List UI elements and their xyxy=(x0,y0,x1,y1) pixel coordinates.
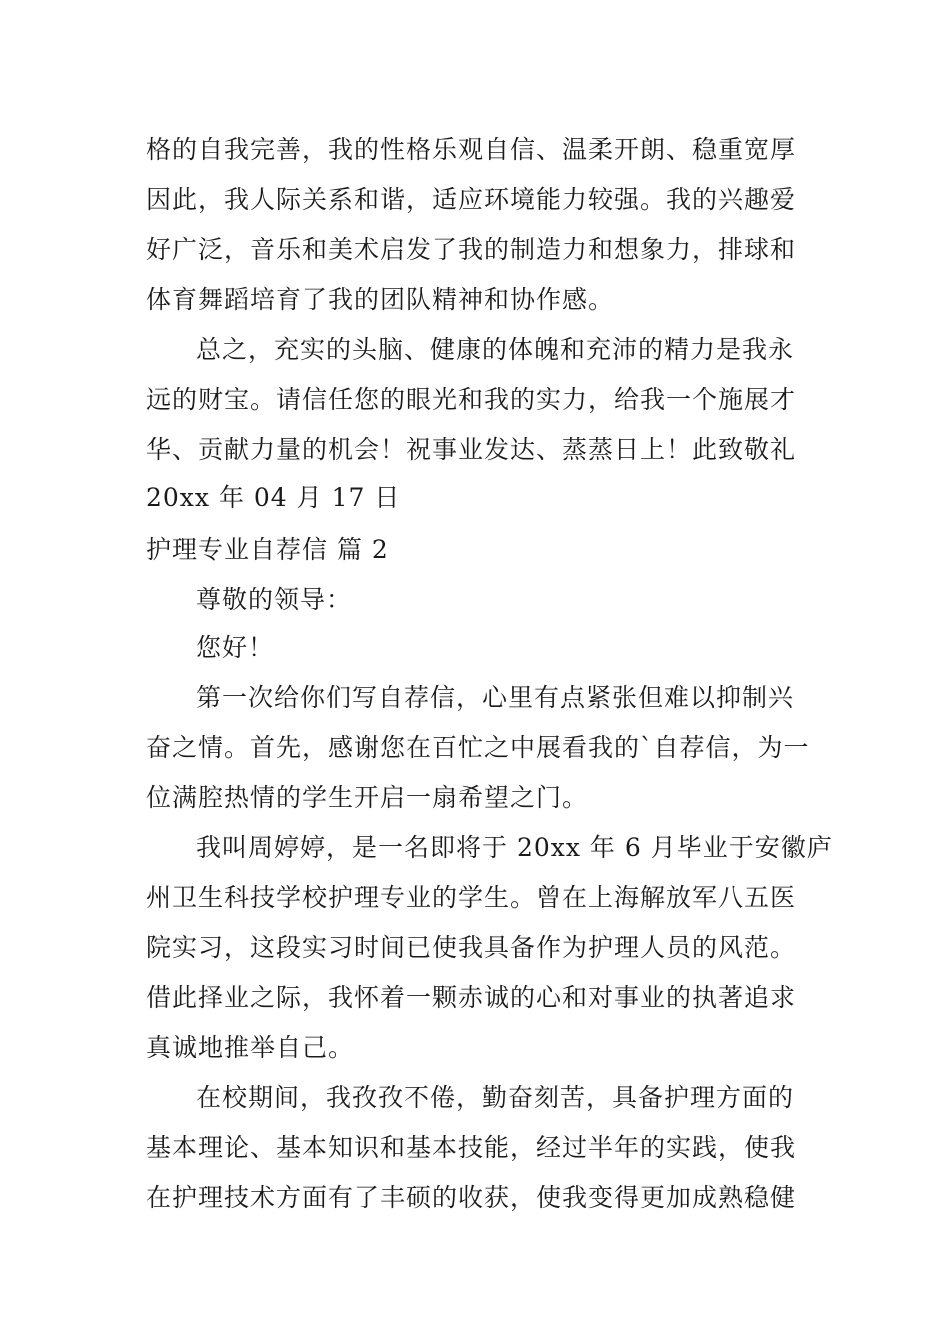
text-line: 华、贡献力量的机会！祝事业发达、蒸蒸日上！此致敬礼 xyxy=(146,435,797,464)
text-line: 院实习，这段实习时间已使我具备作为护理人员的风范。 xyxy=(146,933,797,962)
text-line: 因此，我人际关系和谐，适应环境能力较强。我的兴趣爱 xyxy=(146,185,797,214)
text-line: 奋之情。首先，感谢您在百忙之中展看我的`自荐信，为一 xyxy=(146,733,810,762)
text-line: 借此择业之际，我怀着一颗赤诚的心和对事业的执著追求 xyxy=(146,983,797,1012)
salutation: 尊敬的领导： xyxy=(196,585,353,614)
text-line: 总之，充实的头脑、健康的体魄和充沛的精力是我永 xyxy=(196,335,795,364)
text-line: 第一次给你们写自荐信，心里有点紧张但难以抑制兴 xyxy=(196,683,795,712)
text-line: 远的财宝。请信任您的眼光和我的实力，给我一个施展才 xyxy=(146,385,797,414)
text-line: 好广泛，音乐和美术启发了我的制造力和想象力，排球和 xyxy=(146,235,797,264)
text-line: 州卫生科技学校护理专业的学生。曾在上海解放军八五医 xyxy=(146,883,797,912)
text-line: 体育舞蹈培育了我的团队精神和协作感。 xyxy=(146,285,615,314)
text-line: 真诚地推举自己。 xyxy=(146,1033,355,1062)
text-line: 格的自我完善，我的性格乐观自信、温柔开朗、稳重宽厚 xyxy=(146,135,797,164)
text-line: 基本理论、基本知识和基本技能，经过半年的实践，使我 xyxy=(146,1133,797,1162)
greeting: 您好！ xyxy=(196,633,275,662)
text-line: 在校期间，我孜孜不倦，勤奋刻苦，具备护理方面的 xyxy=(196,1083,795,1112)
section-heading: 护理专业自荐信 篇 2 xyxy=(146,535,389,564)
date-line: 20xx 年 04 月 17 日 xyxy=(146,483,401,512)
text-line: 在护理技术方面有了丰硕的收获，使我变得更加成熟稳健 xyxy=(146,1183,797,1212)
text-line: 我叫周婷婷，是一名即将于 20xx 年 6 月毕业于安徽庐 xyxy=(196,833,833,862)
text-line: 位满腔热情的学生开启一扇希望之门。 xyxy=(146,783,589,812)
